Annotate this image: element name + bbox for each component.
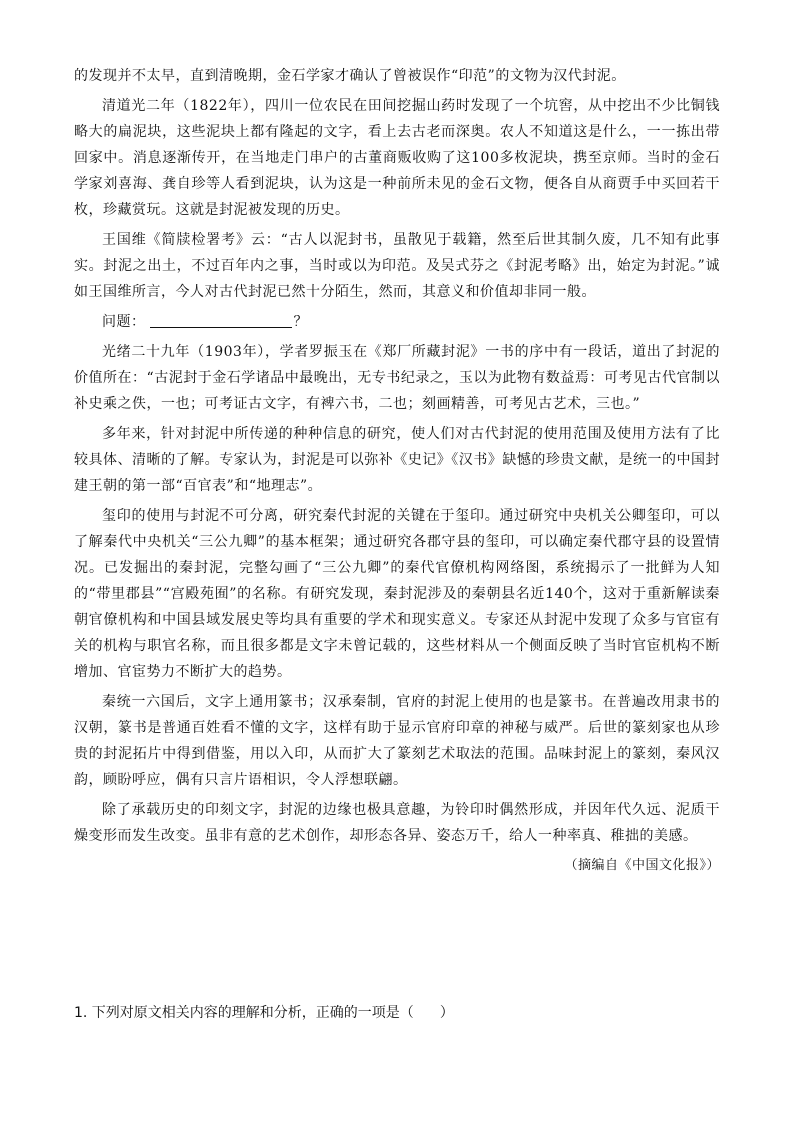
source-citation: （摘编自《中国文化报》） [564, 858, 720, 873]
paragraph-7: 秦统一六国后，文字上通用篆书；汉承秦制，官府的封泥上使用的也是篆书。在普遍改用隶书的汉朝，篆书是普通百姓看不懂的文字，这样有助于显示官府印章的神秘与威严。后世的篆刻家也从珍贵的封泥拓片中得到借鉴，用以入印，从而扩大了篆刻艺术取法的范围。品味封泥上的篆刻，秦风汉韵，顾盼呼应，偶有只言片语相识，令人浮想联翩。 [74, 694, 720, 788]
question-fill-line [74, 309, 720, 335]
paragraph-8: 除了承载历史的印刻文字，封泥的边缘也极具意趣，为铃印时偶然形成，并因年代久远、泥质干燥变形而发生改变。虽非有意的艺术创作，却形态各异、姿态万千，给人一种率真、稚拙的美感。 [74, 802, 720, 844]
question-1-text: 1. 下列对原文相关内容的理解和分析，正确的一项是（ [74, 1005, 414, 1021]
question-1 [74, 1000, 720, 1026]
question-1-close: ） [439, 1005, 454, 1021]
paragraph-4: 光绪二十九年（1903年），学者罗振玉在《郑厂所藏封泥》一书的序中有一段话，道出了封泥的价值所在：“古泥封于金石学诸品中最晚出，无专书纪录之，玉以为此物有数益焉：可考见古代官制以补史乘之佚，一也；可考证古文字，有裨六书，二也；刻画精善，可考见古艺术，三也。” [74, 344, 720, 412]
paragraph-5: 多年来，针对封泥中所传递的种种信息的研究，使人们对古代封泥的使用范围及使用方法有了比较具体、清晰的了解。专家认为，封泥是可以弥补《史记》《汉书》缺憾的珍贵文献，是统一的中国封建王朝的第一部“百官表”和“地理志”。 [74, 426, 720, 494]
paragraph-6: 玺印的使用与封泥不可分离，研究秦代封泥的关键在于玺印。通过研究中央机关公卿玺印，可以了解秦代中央机关“三公九卿”的基本框架；通过研究各郡守县的玺印，可以确定秦代郡守县的设置情况。已发掘出的秦封泥，完整勾画了“三公九卿”的秦代官僚机构网络图，系统揭示了一批鲜为人知的“带里郡县”“宫殿苑囿”的名称。有研究发现，秦封泥涉及的秦朝县名近140个，这对于重新解读秦朝官僚机构和中国县域发展史等均具有重要的学术和现实意义。专家还从封泥中发现了众多与官宦有关的机构与职官名称，而且很多都是文字未曾记载的，这些材料从一个侧面反映了当时官宦机构不断增加、官宦势力不断扩大的趋势。 [74, 508, 720, 680]
question-suffix: ？ [293, 314, 308, 330]
article-body [74, 63, 720, 879]
paragraph-3: 王国维《简牍检署考》云：“古人以泥封书，虽散见于载籍，然至后世其制久废，几不知有此事实。封泥之出土，不过百年内之事，当时或以为印范。及吴式芬之《封泥考略》出，始定为封泥。”诚如王国维所言，今人对古代封泥已然十分陌生，然而，其意义和价值却非同一般。 [74, 232, 720, 300]
answer-blank[interactable] [150, 311, 292, 328]
paragraph-2: 清道光二年（1822年），四川一位农民在田间挖掘山药时发现了一个坑窖，从中挖出不少比铜钱略大的扁泥块，这些泥块上都有隆起的文字，看上去古老而深奥。农人不知道这是什么，一一拣出带回家中。消息逐渐传开，在当地走门串户的古董商贩收购了这100多枚泥块，携至京师。当时的金石学家刘喜海、龚自珍等人看到泥块，认为这是一种前所未见的金石文物，便各自从商贾手中买回若干枚，珍藏赏玩。这就是封泥被发现的历史。 [74, 98, 720, 218]
paragraph-1: 的发现并不太早，直到清晚期，金石学家才确认了曾被误作“印范”的文物为汉代封泥。 [74, 68, 626, 84]
question-prefix: 问题： [102, 314, 146, 330]
